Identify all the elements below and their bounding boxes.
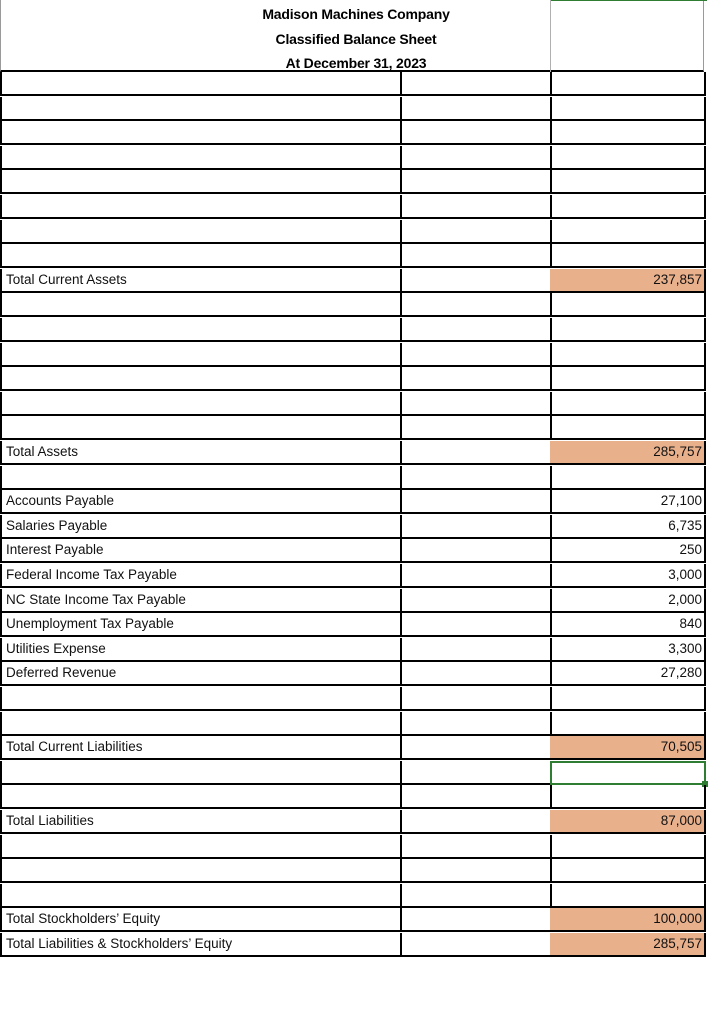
middle-cell[interactable] bbox=[400, 589, 552, 613]
amount-cell[interactable] bbox=[550, 72, 706, 96]
label-cell[interactable] bbox=[0, 835, 402, 859]
middle-cell[interactable] bbox=[400, 859, 552, 883]
amount-cell[interactable] bbox=[550, 416, 706, 440]
table-row bbox=[0, 466, 706, 490]
amount-cell[interactable]: 100,000 bbox=[550, 908, 706, 932]
table-row bbox=[0, 195, 706, 219]
middle-cell[interactable] bbox=[400, 515, 552, 539]
label-cell[interactable] bbox=[0, 859, 402, 883]
amount-cell[interactable] bbox=[550, 859, 706, 883]
label-cell[interactable] bbox=[0, 343, 402, 367]
label-cell[interactable] bbox=[0, 293, 402, 317]
label-cell[interactable]: Total Liabilities & Stockholders’ Equity bbox=[0, 933, 402, 957]
table-row bbox=[0, 121, 706, 145]
middle-cell[interactable] bbox=[400, 343, 552, 367]
table-row bbox=[0, 392, 706, 416]
amount-cell[interactable]: 2,000 bbox=[550, 589, 706, 613]
amount-cell[interactable]: 840 bbox=[550, 613, 706, 637]
amount-cell[interactable] bbox=[550, 367, 706, 391]
table-row bbox=[0, 72, 706, 96]
label-cell[interactable] bbox=[0, 97, 402, 121]
table-row bbox=[0, 293, 706, 317]
middle-cell[interactable] bbox=[400, 269, 552, 293]
table-row-accounts-payable bbox=[0, 490, 706, 514]
header-column-divider bbox=[550, 0, 551, 72]
middle-cell[interactable] bbox=[400, 613, 552, 637]
middle-cell[interactable] bbox=[400, 490, 552, 514]
middle-cell[interactable] bbox=[400, 638, 552, 662]
middle-cell[interactable] bbox=[400, 146, 552, 170]
label-cell[interactable] bbox=[0, 146, 402, 170]
label-cell[interactable] bbox=[0, 244, 402, 268]
label-cell[interactable] bbox=[0, 318, 402, 342]
middle-cell[interactable] bbox=[400, 835, 552, 859]
label-cell[interactable] bbox=[0, 761, 402, 785]
table-row bbox=[0, 884, 706, 908]
label-cell[interactable] bbox=[0, 712, 402, 736]
table-row-utilities-expense bbox=[0, 638, 706, 662]
amount-cell[interactable]: 87,000 bbox=[550, 810, 706, 834]
label-cell[interactable]: Total Assets bbox=[0, 441, 402, 465]
table-row-unemployment-tax-payable bbox=[0, 613, 706, 637]
table-row bbox=[0, 712, 706, 736]
label-cell[interactable] bbox=[0, 785, 402, 809]
middle-cell[interactable] bbox=[400, 884, 552, 908]
middle-cell[interactable] bbox=[400, 244, 552, 268]
selected-amount-cell[interactable] bbox=[550, 761, 706, 785]
amount-cell[interactable]: 3,000 bbox=[550, 564, 706, 588]
table-row bbox=[0, 343, 706, 367]
label-cell[interactable] bbox=[0, 72, 402, 96]
table-row-deferred-revenue bbox=[0, 662, 706, 686]
statement-title: Classified Balance Sheet bbox=[275, 31, 437, 47]
table-row-total-stockholders-equity bbox=[0, 908, 706, 932]
amount-cell[interactable] bbox=[550, 293, 706, 317]
amount-cell[interactable] bbox=[550, 170, 706, 194]
middle-cell[interactable] bbox=[400, 736, 552, 760]
label-cell[interactable] bbox=[0, 687, 402, 711]
sheet-header bbox=[0, 0, 704, 72]
middle-cell[interactable] bbox=[400, 687, 552, 711]
label-cell[interactable] bbox=[0, 195, 402, 219]
table-row bbox=[0, 416, 706, 440]
label-cell[interactable]: Accounts Payable bbox=[0, 490, 402, 514]
amount-cell[interactable]: 250 bbox=[550, 539, 706, 563]
amount-cell[interactable] bbox=[550, 343, 706, 367]
table-row bbox=[0, 835, 706, 859]
table-row bbox=[0, 97, 706, 121]
amount-cell[interactable] bbox=[550, 835, 706, 859]
table-row-interest-payable bbox=[0, 539, 706, 563]
middle-cell[interactable] bbox=[400, 97, 552, 121]
label-cell[interactable]: Total Stockholders’ Equity bbox=[0, 908, 402, 932]
middle-cell[interactable] bbox=[400, 392, 552, 416]
label-cell[interactable]: Salaries Payable bbox=[0, 515, 402, 539]
label-cell[interactable] bbox=[0, 392, 402, 416]
middle-cell[interactable] bbox=[400, 195, 552, 219]
amount-cell[interactable] bbox=[550, 220, 706, 244]
amount-cell[interactable] bbox=[550, 785, 706, 809]
middle-cell[interactable] bbox=[400, 293, 552, 317]
amount-cell[interactable] bbox=[550, 121, 706, 145]
label-cell[interactable] bbox=[0, 220, 402, 244]
label-cell[interactable]: Unemployment Tax Payable bbox=[0, 613, 402, 637]
middle-cell[interactable] bbox=[400, 810, 552, 834]
middle-cell[interactable] bbox=[400, 933, 552, 957]
table-row bbox=[0, 244, 706, 268]
table-row-federal-income-tax-payable bbox=[0, 564, 706, 588]
amount-cell[interactable]: 3,300 bbox=[550, 638, 706, 662]
table-row-nc-state-income-tax-payable bbox=[0, 589, 706, 613]
middle-cell[interactable] bbox=[400, 220, 552, 244]
label-cell[interactable] bbox=[0, 416, 402, 440]
table-row-salaries-payable bbox=[0, 515, 706, 539]
middle-cell[interactable] bbox=[400, 318, 552, 342]
table-row bbox=[0, 146, 706, 170]
table-row-total-liabilities bbox=[0, 810, 706, 834]
amount-cell[interactable] bbox=[550, 244, 706, 268]
statement-date: At December 31, 2023 bbox=[285, 55, 427, 71]
middle-cell[interactable] bbox=[400, 908, 552, 932]
table-row-total-assets bbox=[0, 441, 706, 465]
amount-cell[interactable]: 6,735 bbox=[550, 515, 706, 539]
table-row bbox=[0, 220, 706, 244]
label-cell[interactable] bbox=[0, 121, 402, 145]
selection-top-border bbox=[551, 0, 707, 1]
label-cell[interactable] bbox=[0, 367, 402, 391]
label-cell[interactable] bbox=[0, 884, 402, 908]
middle-cell[interactable] bbox=[400, 441, 552, 465]
amount-cell[interactable] bbox=[550, 687, 706, 711]
label-cell[interactable]: Total Current Liabilities bbox=[0, 736, 402, 760]
table-row bbox=[0, 170, 706, 194]
table-row-total-liabilities-stockholders-equity bbox=[0, 933, 706, 957]
label-cell[interactable] bbox=[0, 170, 402, 194]
label-cell[interactable]: Interest Payable bbox=[0, 539, 402, 563]
amount-cell[interactable]: 285,757 bbox=[550, 441, 706, 465]
label-cell[interactable]: Total Current Assets bbox=[0, 269, 402, 293]
company-name: Madison Machines Company bbox=[262, 6, 450, 22]
middle-cell[interactable] bbox=[400, 416, 552, 440]
table-row bbox=[0, 785, 706, 809]
amount-cell[interactable] bbox=[550, 884, 706, 908]
amount-cell[interactable] bbox=[550, 392, 706, 416]
label-cell[interactable]: Utilities Expense bbox=[0, 638, 402, 662]
middle-cell[interactable] bbox=[400, 72, 552, 96]
table-row-total-current-liabilities bbox=[0, 736, 706, 760]
amount-cell[interactable]: 285,757 bbox=[550, 933, 706, 957]
table-row-total-current-assets bbox=[0, 269, 706, 293]
label-cell[interactable] bbox=[0, 466, 402, 490]
table-row bbox=[0, 318, 706, 342]
table-row bbox=[0, 761, 706, 785]
amount-cell[interactable]: 70,505 bbox=[550, 736, 706, 760]
middle-cell[interactable] bbox=[400, 785, 552, 809]
middle-cell[interactable] bbox=[400, 466, 552, 490]
label-cell[interactable]: Deferred Revenue bbox=[0, 662, 402, 686]
label-cell[interactable]: Total Liabilities bbox=[0, 810, 402, 834]
table-row bbox=[0, 687, 706, 711]
amount-cell[interactable] bbox=[550, 195, 706, 219]
middle-cell[interactable] bbox=[400, 761, 552, 785]
amount-cell[interactable] bbox=[550, 466, 706, 490]
middle-cell[interactable] bbox=[400, 662, 552, 686]
middle-cell[interactable] bbox=[400, 121, 552, 145]
label-cell[interactable]: NC State Income Tax Payable bbox=[0, 589, 402, 613]
amount-cell[interactable]: 27,100 bbox=[550, 490, 706, 514]
amount-cell[interactable] bbox=[550, 146, 706, 170]
table-row bbox=[0, 859, 706, 883]
middle-cell[interactable] bbox=[400, 564, 552, 588]
middle-cell[interactable] bbox=[400, 367, 552, 391]
amount-cell[interactable] bbox=[550, 318, 706, 342]
middle-cell[interactable] bbox=[400, 539, 552, 563]
middle-cell[interactable] bbox=[400, 712, 552, 736]
middle-cell[interactable] bbox=[400, 170, 552, 194]
label-cell[interactable]: Federal Income Tax Payable bbox=[0, 564, 402, 588]
amount-cell[interactable]: 27,280 bbox=[550, 662, 706, 686]
amount-cell[interactable] bbox=[550, 712, 706, 736]
amount-cell[interactable] bbox=[550, 97, 706, 121]
table-row bbox=[0, 367, 706, 391]
amount-cell[interactable]: 237,857 bbox=[550, 269, 706, 293]
